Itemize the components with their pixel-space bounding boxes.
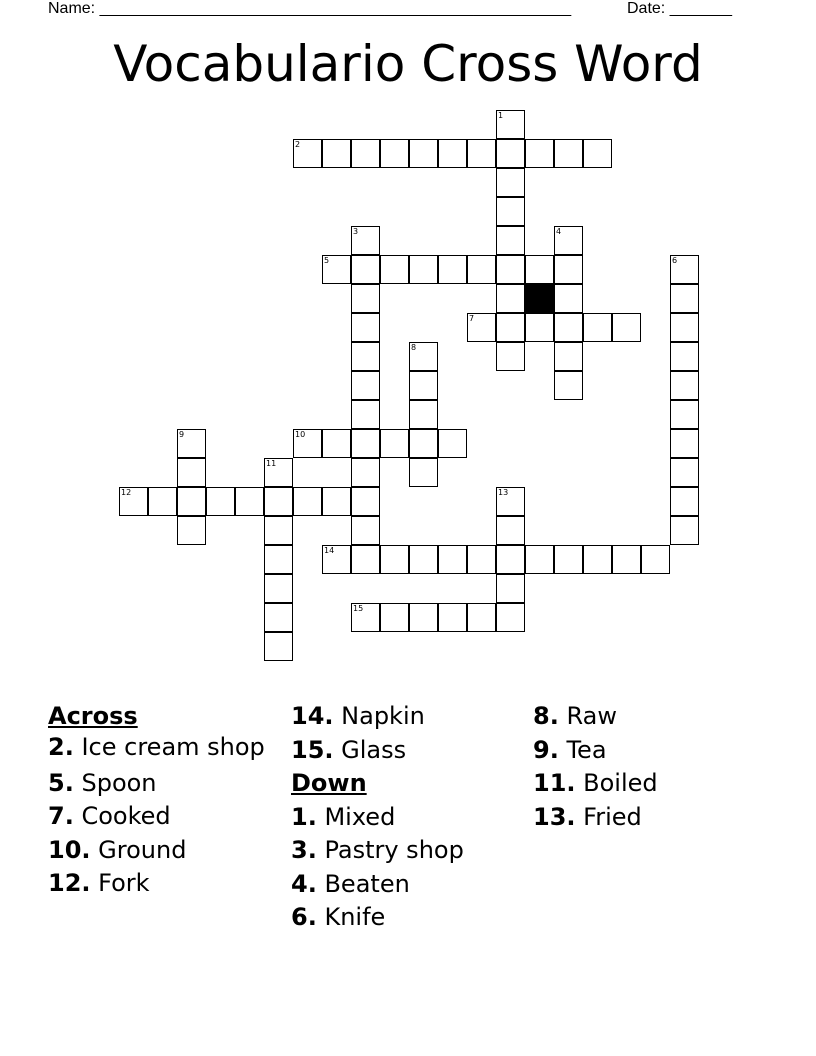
clue-text: Ground — [98, 835, 187, 864]
cell-number: 1 — [498, 111, 504, 120]
clue-text: Beaten — [324, 869, 410, 898]
grid-cell[interactable] — [496, 516, 525, 545]
clue-number: 8. — [533, 702, 559, 730]
date-blank: _______ — [669, 0, 732, 17]
clue-down-6 — [291, 901, 521, 935]
grid-cell[interactable] — [351, 284, 380, 313]
clues-column-3 — [533, 700, 763, 834]
grid-cell[interactable] — [525, 545, 554, 574]
grid-cell[interactable] — [496, 197, 525, 226]
grid-cell[interactable] — [380, 429, 409, 458]
grid-cell[interactable] — [525, 313, 554, 342]
grid-cell[interactable] — [583, 313, 612, 342]
grid-cell[interactable] — [583, 139, 612, 168]
grid-cell[interactable] — [438, 545, 467, 574]
grid-cell[interactable] — [496, 139, 525, 168]
grid-cell[interactable] — [380, 545, 409, 574]
grid-cell[interactable] — [496, 574, 525, 603]
cell-number: 10 — [295, 430, 306, 439]
grid-cell[interactable] — [409, 139, 438, 168]
grid-cell[interactable] — [148, 487, 177, 516]
clue-down-11 — [533, 767, 763, 801]
clue-number: 3. — [291, 836, 317, 864]
grid-cell[interactable] — [496, 342, 525, 371]
grid-cell[interactable] — [496, 603, 525, 632]
grid-cell[interactable] — [351, 139, 380, 168]
grid-cell[interactable] — [641, 545, 670, 574]
cell-number: 8 — [411, 343, 417, 352]
down-heading: Down — [291, 769, 367, 797]
clue-across-10 — [48, 834, 268, 868]
clue-number: 5. — [48, 768, 74, 797]
grid-cell[interactable] — [670, 371, 699, 400]
clue-down-8 — [533, 700, 763, 734]
grid-cell[interactable] — [351, 487, 380, 516]
cell-number: 11 — [266, 459, 277, 468]
grid-cell[interactable] — [409, 429, 438, 458]
clue-number: 12. — [48, 869, 91, 897]
grid-cell[interactable] — [554, 545, 583, 574]
clue-number: 11. — [533, 769, 576, 797]
grid-cell[interactable] — [496, 168, 525, 197]
clue-down-4 — [291, 868, 521, 902]
cell-number: 6 — [672, 256, 678, 265]
grid-cell[interactable] — [496, 255, 525, 284]
cell-number: 13 — [498, 488, 509, 497]
grid-cell[interactable] — [264, 516, 293, 545]
clue-across-7 — [48, 800, 268, 834]
grid-cell[interactable] — [177, 516, 206, 545]
grid-cell[interactable] — [322, 429, 351, 458]
clue-across-12 — [48, 867, 268, 901]
clue-across-15 — [291, 734, 521, 768]
grid-cell[interactable] — [467, 255, 496, 284]
clue-text: Ice cream shop — [81, 732, 265, 761]
grid-cell[interactable] — [438, 603, 467, 632]
grid-cell[interactable] — [670, 487, 699, 516]
clue-text: Mixed — [324, 802, 396, 831]
clue-down-9 — [533, 734, 763, 768]
grid-cell[interactable] — [525, 139, 554, 168]
grid-cell[interactable] — [380, 139, 409, 168]
grid-cell[interactable] — [177, 487, 206, 516]
cell-number: 2 — [295, 140, 301, 149]
grid-cell[interactable] — [554, 371, 583, 400]
grid-cell[interactable] — [438, 255, 467, 284]
clue-text: Cooked — [81, 802, 171, 830]
cell-number: 12 — [121, 488, 132, 497]
grid-cell[interactable] — [351, 458, 380, 487]
grid-cell[interactable] — [670, 516, 699, 545]
name-blank: _____________________________________________________ — [99, 0, 572, 17]
grid-cell[interactable] — [612, 313, 641, 342]
grid-cell[interactable] — [496, 226, 525, 255]
clue-number: 4. — [291, 869, 317, 898]
grid-cell[interactable] — [380, 603, 409, 632]
grid-cell[interactable] — [554, 284, 583, 313]
grid-cell[interactable] — [264, 574, 293, 603]
clue-text: Tea — [566, 735, 607, 764]
clue-text: Spoon — [81, 768, 157, 797]
grid-cell[interactable] — [351, 255, 380, 284]
grid-cell[interactable] — [322, 487, 351, 516]
clue-text: Fried — [583, 802, 642, 831]
clue-number: 6. — [291, 903, 317, 931]
clue-number: 2. — [48, 732, 74, 761]
cell-number: 4 — [556, 227, 562, 236]
grid-cell[interactable] — [670, 429, 699, 458]
grid-cell[interactable] — [409, 545, 438, 574]
clues-column-2 — [291, 700, 521, 935]
cell-number: 14 — [324, 546, 335, 555]
grid-cell[interactable] — [235, 487, 264, 516]
grid-cell[interactable] — [177, 458, 206, 487]
grid-cell[interactable] — [554, 342, 583, 371]
grid-cell[interactable] — [409, 603, 438, 632]
grid-cell[interactable] — [206, 487, 235, 516]
grid-cell[interactable] — [467, 545, 496, 574]
grid-cell[interactable] — [670, 313, 699, 342]
grid-cell[interactable] — [351, 429, 380, 458]
date-label: Date: — [627, 0, 666, 17]
grid-cell[interactable] — [525, 255, 554, 284]
clue-across-5 — [48, 767, 268, 801]
grid-cell[interactable] — [496, 313, 525, 342]
clue-number: 13. — [533, 802, 576, 831]
clue-text: Boiled — [583, 769, 658, 797]
cell-number: 3 — [353, 227, 359, 236]
clue-text: Pastry shop — [324, 836, 464, 864]
across-heading: Across — [48, 702, 138, 730]
grid-cell[interactable] — [293, 487, 322, 516]
clue-number: 9. — [533, 735, 559, 764]
clue-text: Glass — [341, 735, 407, 764]
grid-cell[interactable] — [438, 139, 467, 168]
grid-cell[interactable] — [670, 284, 699, 313]
clue-number: 1. — [291, 802, 317, 831]
clue-text: Napkin — [341, 702, 425, 730]
grid-cell[interactable] — [264, 632, 293, 661]
grid-cell[interactable] — [496, 545, 525, 574]
clue-across-2 — [48, 734, 268, 761]
clue-down-13 — [533, 801, 763, 835]
grid-cell[interactable] — [322, 139, 351, 168]
grid-cell[interactable] — [380, 255, 409, 284]
cell-number: 7 — [469, 314, 475, 323]
clue-text: Fork — [98, 869, 150, 897]
clue-number: 7. — [48, 802, 74, 830]
grid-cell[interactable] — [554, 139, 583, 168]
grid-cell[interactable] — [409, 458, 438, 487]
clues-column-1 — [48, 700, 268, 901]
grid-cell[interactable] — [438, 429, 467, 458]
page-title: Vocabulario Cross Word — [113, 35, 703, 93]
grid-cell[interactable] — [264, 487, 293, 516]
cell-number: 9 — [179, 430, 185, 439]
grid-cell[interactable] — [264, 545, 293, 574]
grid-cell[interactable] — [409, 371, 438, 400]
grid-cell[interactable] — [612, 545, 641, 574]
clue-number: 14. — [291, 702, 334, 730]
grid-cell[interactable] — [351, 342, 380, 371]
grid-cell[interactable] — [351, 371, 380, 400]
grid-cell[interactable] — [670, 342, 699, 371]
grid-cell[interactable] — [467, 139, 496, 168]
grid-cell[interactable] — [351, 313, 380, 342]
grid-cell[interactable] — [554, 255, 583, 284]
grid-cell[interactable] — [409, 400, 438, 429]
grid-cell[interactable] — [496, 284, 525, 313]
grid-cell[interactable] — [670, 400, 699, 429]
clue-down-1 — [291, 801, 521, 835]
cell-number: 5 — [324, 256, 330, 265]
cell-number: 15 — [353, 604, 364, 613]
black-cell — [525, 284, 554, 313]
grid-cell[interactable] — [351, 516, 380, 545]
clue-down-3 — [291, 834, 521, 868]
grid-cell[interactable] — [467, 603, 496, 632]
grid-cell[interactable] — [670, 458, 699, 487]
clue-across-14 — [291, 700, 521, 734]
grid-cell[interactable] — [554, 313, 583, 342]
grid-cell[interactable] — [409, 255, 438, 284]
clue-text: Knife — [324, 903, 386, 931]
grid-cell[interactable] — [351, 545, 380, 574]
grid-cell[interactable] — [583, 545, 612, 574]
clue-number: 10. — [48, 835, 91, 864]
clue-text: Raw — [566, 702, 617, 730]
grid-cell[interactable] — [351, 400, 380, 429]
clue-number: 15. — [291, 735, 334, 764]
name-label: Name: — [48, 0, 96, 17]
grid-cell[interactable] — [264, 603, 293, 632]
